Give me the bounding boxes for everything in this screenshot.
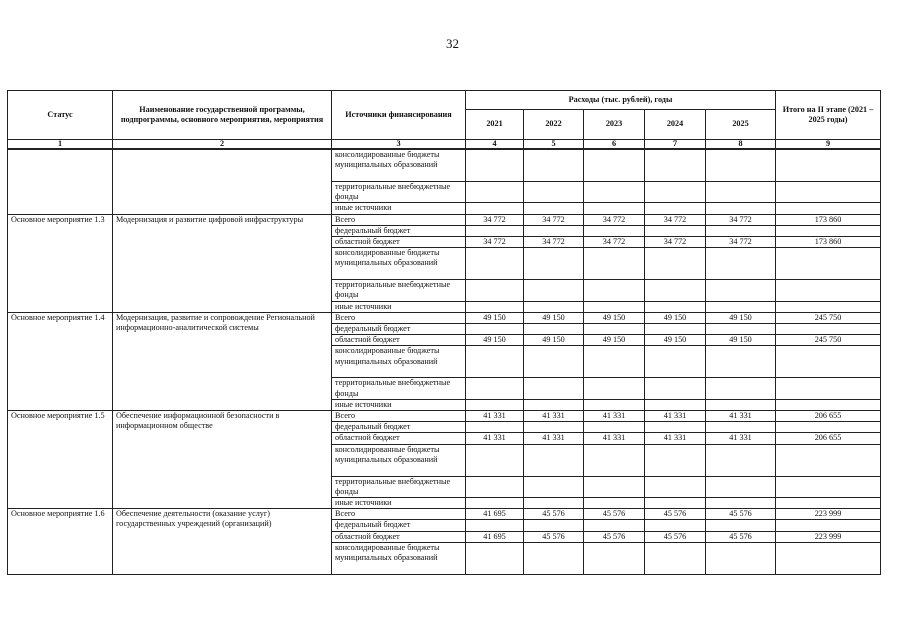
value-cell: 45 576 bbox=[706, 531, 776, 542]
header-name: Наименование государственной программы, подпрограммы, основного мероприятия, мероприятия bbox=[113, 91, 332, 140]
value-cell bbox=[706, 476, 776, 497]
total-cell bbox=[776, 149, 881, 182]
value-cell: 49 150 bbox=[584, 312, 645, 323]
table-row bbox=[8, 312, 881, 323]
source-cell: территориальные внебюджетные фонды bbox=[332, 280, 466, 301]
value-cell bbox=[584, 346, 645, 378]
value-cell bbox=[466, 301, 524, 312]
value-cell: 41 331 bbox=[584, 411, 645, 422]
total-cell: 206 655 bbox=[776, 433, 881, 444]
total-cell: 173 860 bbox=[776, 214, 881, 225]
value-cell bbox=[584, 422, 645, 433]
value-cell: 34 772 bbox=[584, 214, 645, 225]
value-cell: 45 576 bbox=[706, 509, 776, 520]
value-cell: 49 150 bbox=[466, 335, 524, 346]
value-cell: 34 772 bbox=[584, 237, 645, 248]
value-cell bbox=[524, 520, 584, 531]
value-cell bbox=[706, 444, 776, 476]
status-cell bbox=[8, 149, 113, 214]
header-status: Статус bbox=[8, 91, 113, 140]
table-header bbox=[8, 91, 881, 150]
source-cell: иные источники bbox=[332, 203, 466, 214]
value-cell bbox=[584, 476, 645, 497]
value-cell: 41 331 bbox=[706, 411, 776, 422]
value-cell bbox=[706, 378, 776, 399]
source-cell: территориальные внебюджетные фонды bbox=[332, 378, 466, 399]
source-cell: федеральный бюджет bbox=[332, 422, 466, 433]
total-cell bbox=[776, 248, 881, 280]
value-cell bbox=[645, 280, 706, 301]
value-cell: 41 331 bbox=[524, 433, 584, 444]
value-cell: 41 331 bbox=[645, 433, 706, 444]
total-cell bbox=[776, 520, 881, 531]
column-number: 8 bbox=[706, 140, 776, 150]
value-cell: 34 772 bbox=[645, 214, 706, 225]
value-cell bbox=[466, 225, 524, 236]
header-expenses: Расходы (тыс. рублей), годы bbox=[466, 91, 776, 110]
value-cell: 34 772 bbox=[645, 237, 706, 248]
value-cell: 49 150 bbox=[524, 335, 584, 346]
header-total: Итого на II этапе (2021 – 2025 годы) bbox=[776, 91, 881, 140]
value-cell bbox=[466, 399, 524, 410]
table-body bbox=[8, 149, 881, 574]
value-cell bbox=[645, 346, 706, 378]
total-cell bbox=[776, 422, 881, 433]
column-number: 4 bbox=[466, 140, 524, 150]
value-cell: 45 576 bbox=[524, 509, 584, 520]
value-cell bbox=[524, 280, 584, 301]
value-cell bbox=[706, 346, 776, 378]
value-cell bbox=[524, 248, 584, 280]
header-year: 2023 bbox=[584, 110, 645, 140]
source-cell: областной бюджет bbox=[332, 237, 466, 248]
column-number: 2 bbox=[113, 140, 332, 150]
value-cell bbox=[645, 203, 706, 214]
value-cell bbox=[706, 301, 776, 312]
value-cell bbox=[706, 149, 776, 182]
column-number: 9 bbox=[776, 140, 881, 150]
header-year: 2025 bbox=[706, 110, 776, 140]
source-cell: Всего bbox=[332, 214, 466, 225]
value-cell bbox=[584, 324, 645, 335]
value-cell bbox=[645, 378, 706, 399]
header-sources: Источники финансирования bbox=[332, 91, 466, 140]
column-number: 3 bbox=[332, 140, 466, 150]
value-cell: 41 331 bbox=[645, 411, 706, 422]
source-cell: консолидированные бюджеты муниципальных образований bbox=[332, 248, 466, 280]
total-cell bbox=[776, 182, 881, 203]
value-cell bbox=[706, 422, 776, 433]
value-cell: 49 150 bbox=[645, 335, 706, 346]
source-cell: федеральный бюджет bbox=[332, 520, 466, 531]
value-cell bbox=[645, 248, 706, 280]
value-cell bbox=[466, 149, 524, 182]
value-cell bbox=[645, 444, 706, 476]
source-cell: областной бюджет bbox=[332, 531, 466, 542]
value-cell: 34 772 bbox=[524, 214, 584, 225]
value-cell bbox=[706, 520, 776, 531]
total-cell bbox=[776, 324, 881, 335]
value-cell: 45 576 bbox=[524, 531, 584, 542]
status-cell: Основное мероприятие 1.3 bbox=[8, 214, 113, 312]
value-cell bbox=[584, 301, 645, 312]
value-cell bbox=[524, 182, 584, 203]
value-cell: 41 331 bbox=[706, 433, 776, 444]
header-year: 2021 bbox=[466, 110, 524, 140]
activity-name-cell: Модернизация и развитие цифровой инфраструктуры bbox=[113, 214, 332, 312]
source-cell: областной бюджет bbox=[332, 335, 466, 346]
table-row bbox=[8, 214, 881, 225]
value-cell: 45 576 bbox=[645, 531, 706, 542]
source-cell: федеральный бюджет bbox=[332, 225, 466, 236]
value-cell bbox=[706, 542, 776, 574]
value-cell bbox=[584, 248, 645, 280]
total-cell: 245 750 bbox=[776, 312, 881, 323]
value-cell: 49 150 bbox=[524, 312, 584, 323]
value-cell bbox=[645, 225, 706, 236]
source-cell: Всего bbox=[332, 509, 466, 520]
header-year: 2022 bbox=[524, 110, 584, 140]
value-cell bbox=[524, 203, 584, 214]
value-cell bbox=[645, 520, 706, 531]
total-cell bbox=[776, 346, 881, 378]
column-numbers-row bbox=[8, 140, 881, 150]
value-cell bbox=[584, 542, 645, 574]
value-cell bbox=[584, 498, 645, 509]
total-cell bbox=[776, 542, 881, 574]
value-cell bbox=[466, 498, 524, 509]
total-cell bbox=[776, 378, 881, 399]
source-cell: иные источники bbox=[332, 399, 466, 410]
source-cell: Всего bbox=[332, 312, 466, 323]
value-cell: 49 150 bbox=[706, 335, 776, 346]
total-cell bbox=[776, 444, 881, 476]
activity-name-cell: Модернизация, развитие и сопровождение Региональной информационно-аналитической системы bbox=[113, 312, 332, 410]
value-cell bbox=[706, 498, 776, 509]
value-cell: 45 576 bbox=[584, 531, 645, 542]
value-cell bbox=[466, 324, 524, 335]
value-cell bbox=[645, 182, 706, 203]
value-cell: 34 772 bbox=[466, 237, 524, 248]
source-cell: территориальные внебюджетные фонды bbox=[332, 476, 466, 497]
value-cell bbox=[524, 498, 584, 509]
value-cell bbox=[584, 182, 645, 203]
value-cell: 34 772 bbox=[466, 214, 524, 225]
value-cell bbox=[706, 248, 776, 280]
value-cell bbox=[584, 203, 645, 214]
column-number: 5 bbox=[524, 140, 584, 150]
status-cell: Основное мероприятие 1.4 bbox=[8, 312, 113, 410]
value-cell: 34 772 bbox=[706, 237, 776, 248]
value-cell bbox=[584, 149, 645, 182]
value-cell bbox=[584, 444, 645, 476]
value-cell bbox=[524, 476, 584, 497]
value-cell bbox=[645, 324, 706, 335]
total-cell bbox=[776, 225, 881, 236]
value-cell bbox=[524, 444, 584, 476]
value-cell: 41 695 bbox=[466, 509, 524, 520]
source-cell: консолидированные бюджеты муниципальных образований bbox=[332, 346, 466, 378]
source-cell: территориальные внебюджетные фонды bbox=[332, 182, 466, 203]
value-cell bbox=[524, 346, 584, 378]
total-cell: 223 999 bbox=[776, 509, 881, 520]
table-row bbox=[8, 149, 881, 182]
value-cell bbox=[524, 225, 584, 236]
value-cell: 49 150 bbox=[645, 312, 706, 323]
value-cell bbox=[466, 520, 524, 531]
value-cell bbox=[706, 182, 776, 203]
status-cell: Основное мероприятие 1.6 bbox=[8, 509, 113, 575]
total-cell bbox=[776, 498, 881, 509]
value-cell bbox=[466, 378, 524, 399]
column-number: 6 bbox=[584, 140, 645, 150]
value-cell: 34 772 bbox=[706, 214, 776, 225]
value-cell bbox=[466, 422, 524, 433]
value-cell: 45 576 bbox=[584, 509, 645, 520]
value-cell: 45 576 bbox=[645, 509, 706, 520]
value-cell bbox=[466, 280, 524, 301]
value-cell: 49 150 bbox=[584, 335, 645, 346]
total-cell: 206 655 bbox=[776, 411, 881, 422]
total-cell bbox=[776, 280, 881, 301]
value-cell bbox=[466, 182, 524, 203]
value-cell bbox=[466, 542, 524, 574]
activity-name-cell: Обеспечение информационной безопасности в информационном обществе bbox=[113, 411, 332, 509]
activity-name-cell bbox=[113, 149, 332, 214]
value-cell: 49 150 bbox=[706, 312, 776, 323]
source-cell: областной бюджет bbox=[332, 433, 466, 444]
column-number: 1 bbox=[8, 140, 113, 150]
total-cell bbox=[776, 301, 881, 312]
source-cell: федеральный бюджет bbox=[332, 324, 466, 335]
value-cell bbox=[524, 399, 584, 410]
value-cell: 41 331 bbox=[584, 433, 645, 444]
value-cell bbox=[466, 203, 524, 214]
value-cell bbox=[584, 520, 645, 531]
value-cell: 49 150 bbox=[466, 312, 524, 323]
table-row bbox=[8, 509, 881, 520]
value-cell bbox=[645, 149, 706, 182]
value-cell bbox=[645, 399, 706, 410]
value-cell: 41 695 bbox=[466, 531, 524, 542]
total-cell bbox=[776, 476, 881, 497]
total-cell: 173 860 bbox=[776, 237, 881, 248]
value-cell bbox=[706, 324, 776, 335]
value-cell bbox=[645, 476, 706, 497]
value-cell: 41 331 bbox=[466, 411, 524, 422]
total-cell bbox=[776, 203, 881, 214]
value-cell bbox=[706, 399, 776, 410]
value-cell bbox=[466, 476, 524, 497]
source-cell: иные источники bbox=[332, 301, 466, 312]
value-cell bbox=[584, 399, 645, 410]
value-cell bbox=[584, 378, 645, 399]
value-cell bbox=[466, 346, 524, 378]
column-number: 7 bbox=[645, 140, 706, 150]
source-cell: Всего bbox=[332, 411, 466, 422]
value-cell bbox=[466, 444, 524, 476]
value-cell bbox=[706, 280, 776, 301]
header-year: 2024 bbox=[645, 110, 706, 140]
value-cell bbox=[524, 149, 584, 182]
value-cell bbox=[645, 542, 706, 574]
activity-name-cell: Обеспечение деятельности (оказание услуг) государственных учреждений (организаций) bbox=[113, 509, 332, 575]
value-cell bbox=[524, 324, 584, 335]
page-number: 32 bbox=[446, 36, 459, 51]
value-cell bbox=[584, 280, 645, 301]
source-cell: иные источники bbox=[332, 498, 466, 509]
value-cell bbox=[466, 248, 524, 280]
total-cell bbox=[776, 399, 881, 410]
value-cell: 34 772 bbox=[524, 237, 584, 248]
value-cell bbox=[645, 498, 706, 509]
value-cell bbox=[524, 422, 584, 433]
value-cell bbox=[524, 301, 584, 312]
value-cell bbox=[706, 225, 776, 236]
value-cell bbox=[706, 203, 776, 214]
value-cell bbox=[524, 542, 584, 574]
value-cell bbox=[584, 225, 645, 236]
status-cell: Основное мероприятие 1.5 bbox=[8, 411, 113, 509]
source-cell: консолидированные бюджеты муниципальных образований bbox=[332, 149, 466, 182]
value-cell bbox=[645, 301, 706, 312]
total-cell: 245 750 bbox=[776, 335, 881, 346]
table-row bbox=[8, 411, 881, 422]
financing-table bbox=[7, 90, 881, 575]
total-cell: 223 999 bbox=[776, 531, 881, 542]
source-cell: консолидированные бюджеты муниципальных образований bbox=[332, 542, 466, 574]
value-cell: 41 331 bbox=[466, 433, 524, 444]
value-cell: 41 331 bbox=[524, 411, 584, 422]
source-cell: консолидированные бюджеты муниципальных образований bbox=[332, 444, 466, 476]
value-cell bbox=[524, 378, 584, 399]
value-cell bbox=[645, 422, 706, 433]
